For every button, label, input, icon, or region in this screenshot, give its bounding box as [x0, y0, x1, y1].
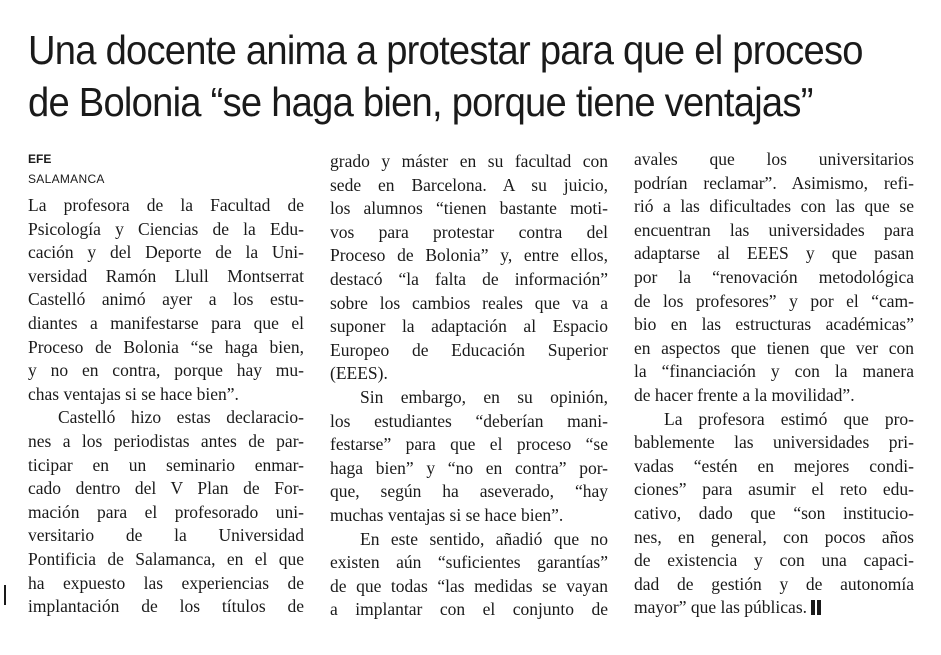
article-text-line: cado dentro del V Plan de For-: [28, 478, 304, 499]
article-text-line: suponer la adaptación al Espacio: [330, 316, 608, 337]
article-text-line: cativo, dado que “son institucio-: [634, 502, 914, 523]
article-text-line: a implantar con el conjunto de: [330, 599, 608, 620]
article-headline: [28, 24, 863, 128]
article-text-line: de hacer frente a la movilidad”.: [634, 384, 855, 405]
article-text-line: por la “renovación metodológica: [634, 266, 914, 287]
article-text-line: La profesora de la Facultad de: [28, 195, 304, 215]
article-text-line: Psicología y Ciencias de la Edu-: [28, 218, 304, 239]
article-text-line: vadas “estén en mejores condi-: [634, 455, 914, 476]
article-text-line: diantes a manifestarse para que el: [28, 312, 304, 333]
article-text-line: sobre los cambios reales que va a: [330, 292, 608, 313]
end-of-article-mark: [811, 600, 815, 615]
article-text-line: en aspectos que tienen que ver con: [634, 337, 914, 358]
article-text-line: versidad Ramón Llull Montserrat: [28, 265, 304, 286]
article-text-line: dad de gestión y de autonomía: [634, 573, 914, 594]
article-text-line: nes, en general, con pocos años: [634, 526, 914, 547]
article-text-line: haga bien” y “no en contra” por-: [330, 457, 608, 478]
article-text-line: destacó “la falta de información”: [330, 268, 608, 289]
article-text-line: mación para el profesorado uni-: [28, 501, 304, 522]
article-text-line: ha expuesto las experiencias de: [28, 572, 304, 593]
article-text-line: Sin embargo, en su opinión,: [360, 386, 608, 407]
article-text-line: de que todas “las medidas se vayan: [330, 575, 608, 596]
article-text-line: rió a las dificultades con las que se: [634, 196, 914, 217]
article-text-line: avales que los universitarios: [634, 149, 914, 169]
article-text-line: que, según ha aseverado, “hay: [330, 481, 608, 502]
article-column-3: [634, 148, 914, 620]
article-text-line: nes a los periodistas antes de par-: [28, 430, 304, 451]
article-text-line: Proceso de Bolonia “se haga bien,: [28, 336, 304, 357]
article-text-line: (EEES).: [330, 363, 388, 384]
article-text-line: implantación de los títulos de: [28, 596, 304, 617]
headline-line-1: Una docente anima a protestar para que el proceso: [28, 27, 863, 73]
article-text-line: podrían reclamar”. Asimismo, refi-: [634, 172, 914, 193]
article-text-line: bablemente las universidades pri-: [634, 432, 914, 453]
article-text-line: Castelló animó ayer a los estu-: [28, 289, 304, 310]
article-text-line: bio en las estructuras académicas”: [634, 314, 914, 335]
article-text-line: chas ventajas si se hace bien”.: [28, 383, 239, 404]
article-text-line: Proceso de Bolonia” y, entre ellos,: [330, 245, 608, 266]
article-text-line: encuentran las universidades para: [634, 219, 914, 240]
headline-line-2: de Bolonia “se haga bien, porque tiene ventajas”: [28, 79, 813, 125]
article-text-line: cación y del Deporte de la Uni-: [28, 242, 304, 263]
article-text-line: mayor” que las públicas.: [634, 596, 914, 620]
agency-byline: EFE: [28, 152, 52, 166]
article-text-line: grado y máster en su facultad con: [330, 151, 608, 171]
article-text-line: En este sentido, añadió que no: [360, 528, 608, 549]
article-text-line: ticipar en un seminario enmar-: [28, 454, 304, 475]
article-text-line: Pontificia de Salamanca, en el que: [28, 548, 304, 569]
scan-artifact-mark: [4, 585, 6, 605]
article-text-line: existen aún “suficientes garantías”: [330, 552, 608, 573]
article-text-line: la “financiación y con la manera: [634, 361, 914, 382]
article-text-line: los estudiantes “deberían mani-: [330, 410, 608, 431]
article-text-line: de los profesores” y por el “cam-: [634, 290, 914, 311]
article-text-line: de existencia y con una capaci-: [634, 550, 914, 571]
article-text-line: versitario de la Universidad: [28, 525, 304, 546]
article-text-line: los alumnos “tienen bastante moti-: [330, 198, 608, 219]
article-text-line: adaptarse al EEES y que pasan: [634, 243, 914, 264]
article-column-1: [28, 194, 304, 619]
article-text-line: vos para protestar contra del: [330, 221, 608, 242]
article-text-line: sede en Barcelona. A su juicio,: [330, 174, 608, 195]
dateline-city: SALAMANCA: [28, 172, 105, 186]
article-text-line: y no en contra, porque hay mu-: [28, 360, 304, 381]
article-text-line: muchas ventajas si se hace bien”.: [330, 504, 564, 525]
article-text-line: Europeo de Educación Superior: [330, 339, 608, 360]
article-text-line: festarse” para que el proceso “se: [330, 434, 608, 455]
article-column-2: [330, 150, 608, 622]
article-text-line: Castelló hizo estas declaracio-: [58, 407, 304, 428]
article-text-line: La profesora estimó que pro-: [664, 408, 914, 429]
article-text-line: ciones” para asumir el reto edu-: [634, 479, 914, 500]
